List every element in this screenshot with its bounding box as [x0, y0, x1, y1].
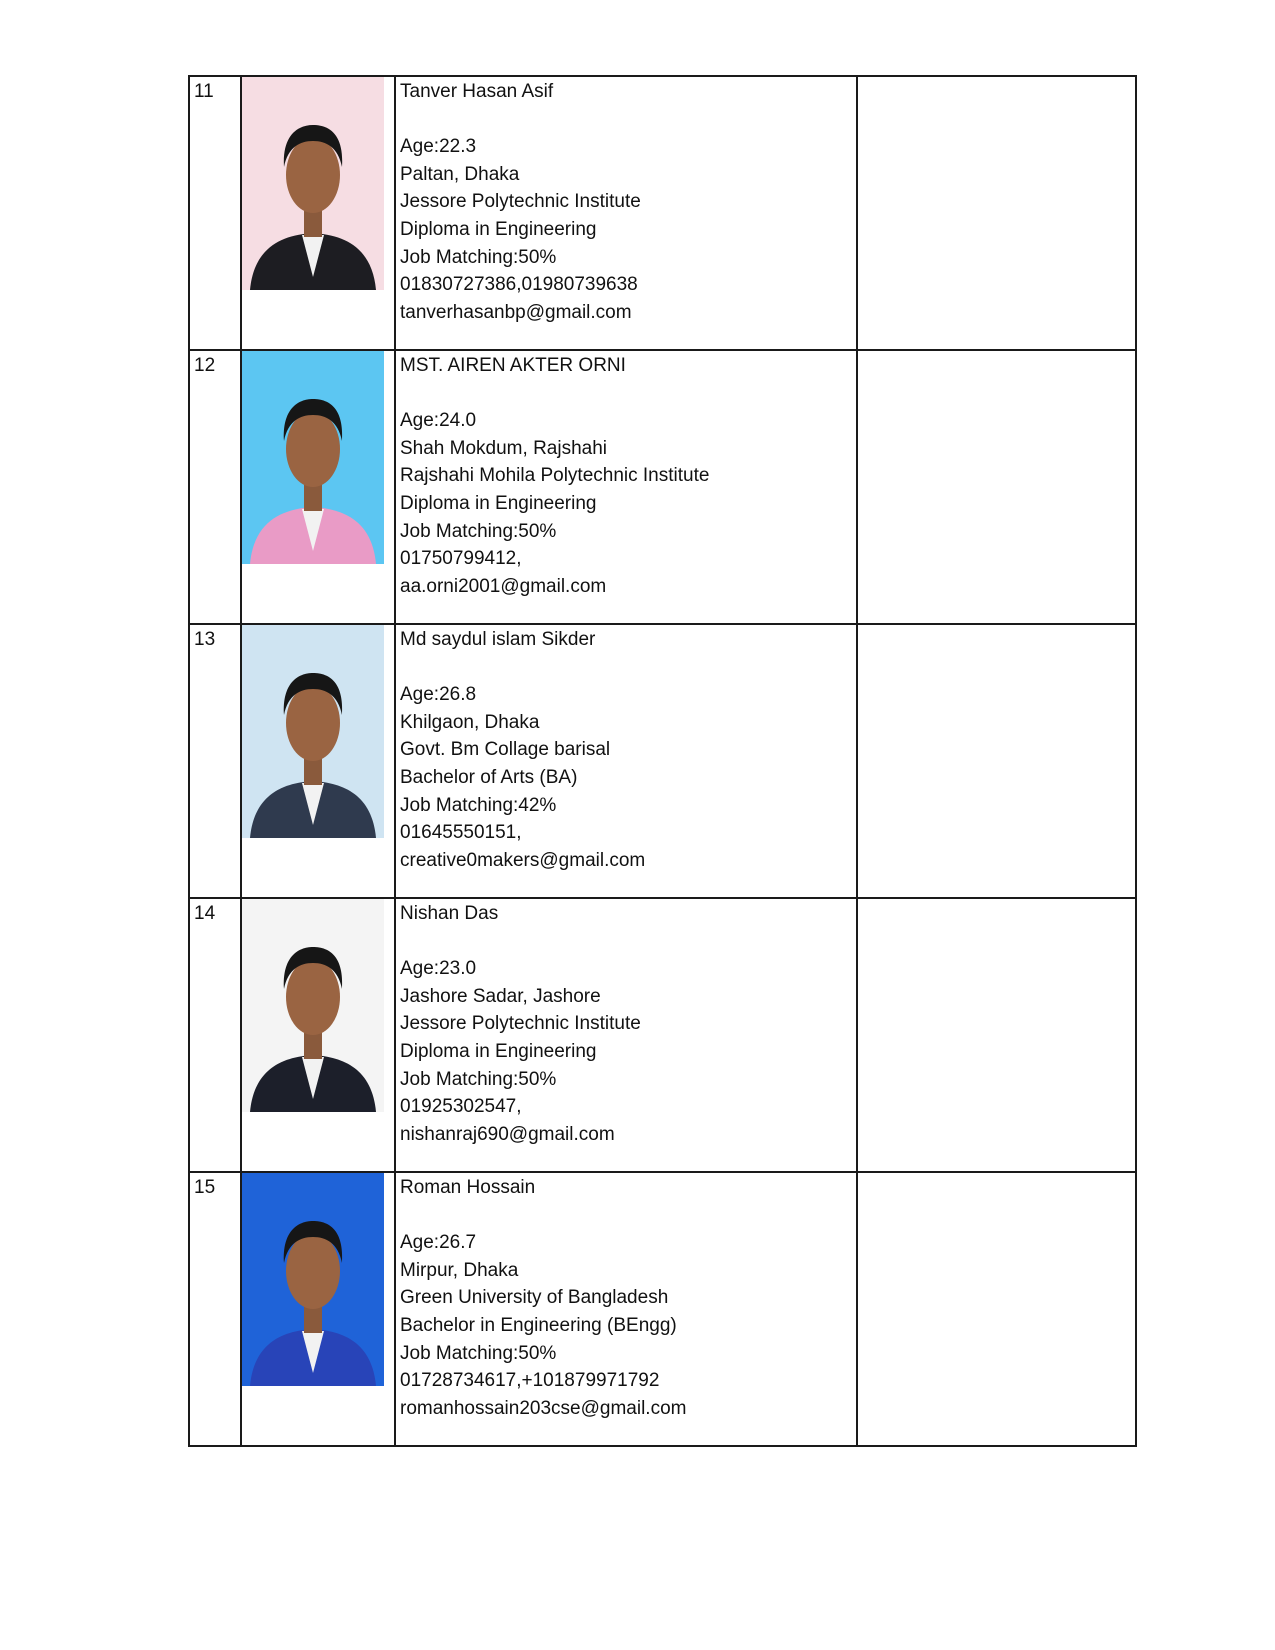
- remarks-cell: [857, 76, 1136, 350]
- candidate-email: nishanraj690@gmail.com: [400, 1123, 615, 1145]
- candidate-degree: Diploma in Engineering: [400, 1040, 597, 1062]
- candidate-email: aa.orni2001@gmail.com: [400, 575, 607, 597]
- candidate-age: Age:24.0: [400, 410, 477, 432]
- candidate-job-matching: Job Matching:42%: [400, 794, 557, 816]
- candidate-phone: 01645550151,: [400, 822, 522, 844]
- candidate-location: Khilgaon, Dhaka: [400, 711, 540, 733]
- row-number: 12: [194, 355, 216, 376]
- candidate-phone: 01728734617,+101879971792: [400, 1370, 660, 1392]
- candidate-phone: 01925302547,: [400, 1096, 522, 1118]
- candidate-job-matching: Job Matching:50%: [400, 1068, 557, 1090]
- table-row: [189, 624, 1136, 898]
- candidate-name: Nishan Das: [400, 903, 499, 924]
- row-number-cell: [189, 350, 241, 624]
- candidate-email: romanhossain203cse@gmail.com: [400, 1397, 687, 1419]
- candidate-degree: Bachelor of Arts (BA): [400, 766, 578, 788]
- table-row: [189, 1172, 1136, 1446]
- photo-cell: [241, 624, 395, 898]
- info-cell: [395, 76, 857, 350]
- candidate-job-matching: Job Matching:50%: [400, 520, 557, 542]
- candidate-job-matching: Job Matching:50%: [400, 1342, 557, 1364]
- candidate-table: [188, 75, 1137, 1447]
- candidate-institute: Jessore Polytechnic Institute: [400, 1013, 641, 1035]
- info-cell: [395, 350, 857, 624]
- candidate-degree: Bachelor in Engineering (BEngg): [400, 1314, 677, 1336]
- photo-cell: [241, 350, 395, 624]
- candidate-institute: Jessore Polytechnic Institute: [400, 191, 641, 213]
- info-cell: [395, 1172, 857, 1446]
- info-cell: [395, 624, 857, 898]
- candidate-degree: Diploma in Engineering: [400, 218, 597, 240]
- table-row: [189, 76, 1136, 350]
- candidate-degree: Diploma in Engineering: [400, 492, 597, 514]
- candidate-age: Age:26.7: [400, 1232, 477, 1254]
- remarks-cell: [857, 624, 1136, 898]
- row-number: 14: [194, 903, 216, 924]
- photo-cell: [241, 76, 395, 350]
- candidate-institute: Govt. Bm Collage barisal: [400, 739, 611, 761]
- candidate-phone: 01830727386,01980739638: [400, 274, 638, 296]
- candidate-name: MST. AIREN AKTER ORNI: [400, 355, 626, 376]
- row-number: 11: [194, 81, 214, 102]
- photo-cell: [241, 1172, 395, 1446]
- candidate-photo: [242, 899, 384, 1112]
- table-row: [189, 350, 1136, 624]
- candidate-photo: [242, 625, 384, 838]
- candidate-email: creative0makers@gmail.com: [400, 849, 646, 871]
- row-number-cell: [189, 1172, 241, 1446]
- candidate-name: Tanver Hasan Asif: [400, 81, 554, 102]
- candidate-photo: [242, 1173, 384, 1386]
- remarks-cell: [857, 350, 1136, 624]
- info-cell: [395, 898, 857, 1172]
- row-number: 15: [194, 1177, 216, 1198]
- remarks-cell: [857, 898, 1136, 1172]
- table-row: [189, 898, 1136, 1172]
- row-number-cell: [189, 898, 241, 1172]
- candidate-photo: [242, 351, 384, 564]
- row-number-cell: [189, 76, 241, 350]
- candidate-job-matching: Job Matching:50%: [400, 246, 557, 268]
- candidate-location: Mirpur, Dhaka: [400, 1259, 519, 1281]
- candidate-age: Age:26.8: [400, 684, 477, 706]
- candidate-age: Age:22.3: [400, 136, 477, 158]
- candidate-name: Md saydul islam Sikder: [400, 629, 596, 650]
- candidate-location: Jashore Sadar, Jashore: [400, 985, 601, 1007]
- candidate-location: Paltan, Dhaka: [400, 163, 520, 185]
- candidate-location: Shah Mokdum, Rajshahi: [400, 437, 607, 459]
- row-number: 13: [194, 629, 216, 650]
- row-number-cell: [189, 624, 241, 898]
- remarks-cell: [857, 1172, 1136, 1446]
- candidate-photo: [242, 77, 384, 290]
- candidate-age: Age:23.0: [400, 958, 477, 980]
- photo-cell: [241, 898, 395, 1172]
- candidate-name: Roman Hossain: [400, 1177, 536, 1198]
- candidate-institute: Rajshahi Mohila Polytechnic Institute: [400, 465, 710, 487]
- candidate-phone: 01750799412,: [400, 548, 522, 570]
- candidate-email: tanverhasanbp@gmail.com: [400, 301, 632, 323]
- candidate-institute: Green University of Bangladesh: [400, 1287, 669, 1309]
